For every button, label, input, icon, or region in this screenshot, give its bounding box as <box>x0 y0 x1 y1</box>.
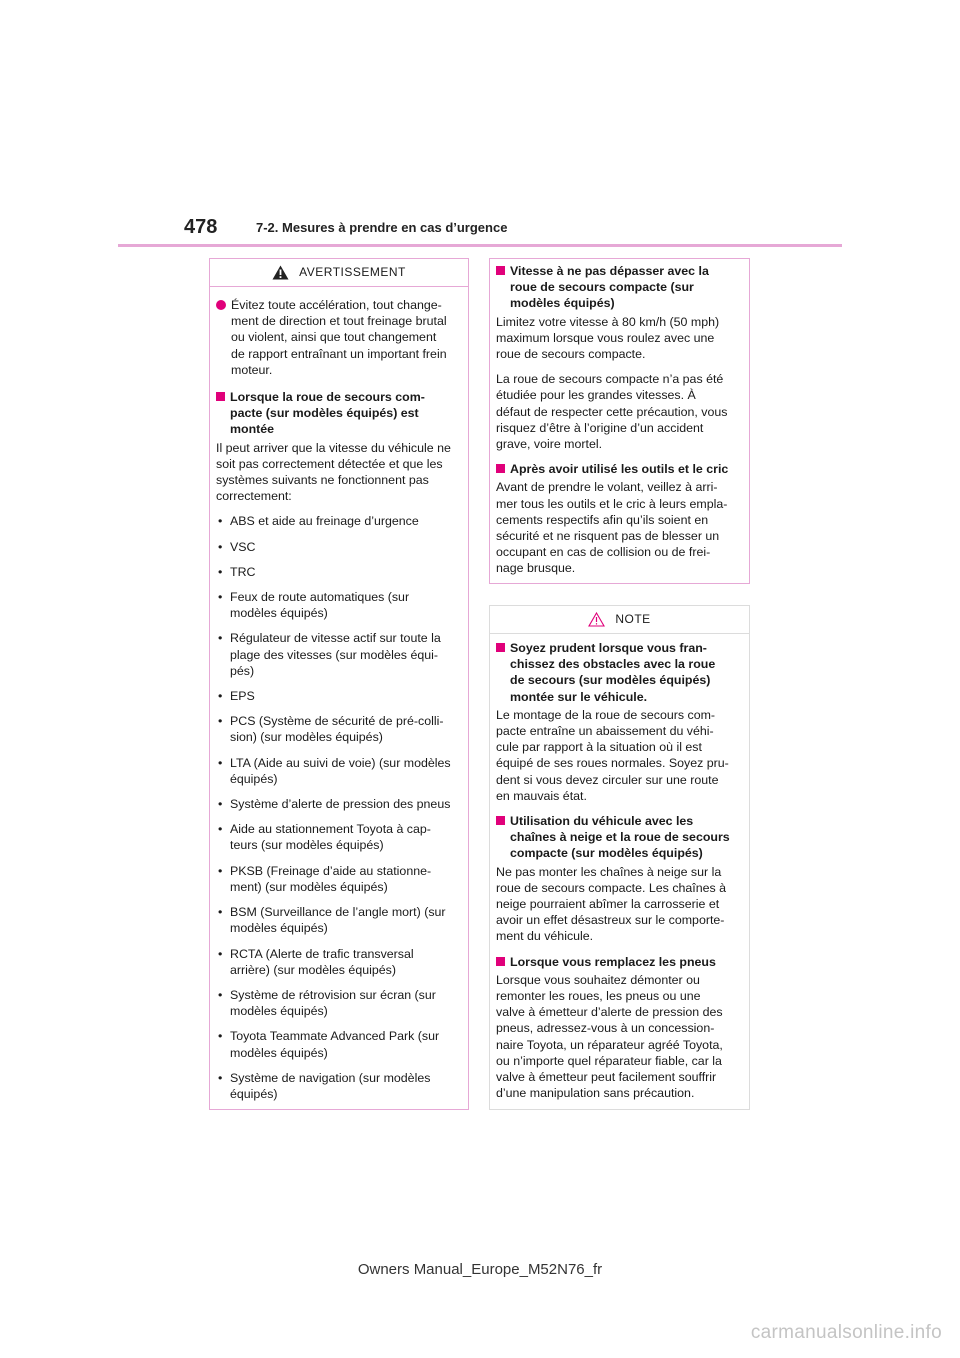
warning-triangle-icon <box>272 265 289 280</box>
warning-box-title: AVERTISSEMENT <box>299 265 406 280</box>
subheading-text: Après avoir utilisé les outils et le cric <box>510 462 729 477</box>
subheading-text: Utilisation du véhicule avec les chaînes à neige et la roue de secours compacte (sur modèles équipés) <box>510 814 730 861</box>
paragraph: La roue de secours compacte n’a pas été étudiée pour les grandes vitesses. À défaut de respecter cette précaution, vous risquez d’être à l’origine d’un accident grave, voire mortel. <box>496 372 728 452</box>
square-bullet-icon <box>496 464 505 473</box>
system-list-item: • RCTA (Alerte de trafic transversal arrière) (sur modèles équipés) <box>216 946 462 978</box>
paragraph: Ne pas monter les chaînes à neige sur la roue de secours compacte. Les chaînes à neige pourraient abîmer la carrosserie et avoir un effet désastreux sur le comporte- ment du véhicule. <box>496 864 727 944</box>
subheading-text: Lorsque vous remplacez les pneus <box>510 954 716 969</box>
paragraph: Le montage de la roue de secours com- pacte entraîne un abaissement du véhi- cule par rapport à la situation où il est équipé de ses roues normales. Soyez pru- dent si vous devez circuler sur une route en mauvais état. <box>496 707 729 803</box>
system-list-item: • ABS et aide au freinage d’urgence <box>216 513 462 529</box>
system-list-item: • Système de navigation (sur modèles équipés) <box>216 1070 462 1102</box>
system-list-item: • TRC <box>216 564 462 580</box>
bullet-dot-icon <box>216 300 226 310</box>
subheading-replacing-tires <box>496 954 743 970</box>
paragraph: Avant de prendre le volant, veillez à arri- mer tous les outils et le cric à leurs empla- cements respectifs afin qu’ils soient en sécurité et ne risquent pas de blesser un occupant en cas de collision ou de frei- nage brusque. <box>496 480 728 576</box>
note-box-body <box>490 634 749 1116</box>
section-title: 7-2. Mesures à prendre en cas d’urgence <box>256 220 508 235</box>
warning-box <box>209 258 469 1110</box>
footer-manual-id: Owners Manual_Europe_M52N76_fr <box>357 1261 603 1278</box>
square-bullet-icon <box>496 816 505 825</box>
subheading-speed-limit <box>496 263 743 312</box>
system-list-item: • LTA (Aide au suivi de voie) (sur modèles équipés) <box>216 755 462 787</box>
header-rule <box>118 244 842 247</box>
system-list-item: • Toyota Teammate Advanced Park (sur modèles équipés) <box>216 1028 462 1060</box>
system-list-item: • PKSB (Freinage d’aide au stationne- ment) (sur modèles équipés) <box>216 863 462 895</box>
system-list-item: • PCS (Système de sécurité de pré-colli- sion) (sur modèles équipés) <box>216 713 462 745</box>
subheading-obstacles <box>496 640 743 705</box>
system-list-item: • Système d’alerte de pression des pneus <box>216 796 462 812</box>
note-box-header <box>490 606 749 634</box>
warning-box-continued <box>489 258 750 584</box>
paragraph: Limitez votre vitesse à 80 km/h (50 mph) maximum lorsque vous roulez avec une roue de secours compacte. <box>496 314 720 362</box>
subheading-text: Vitesse à ne pas dépasser avec la roue de secours compacte (sur modèles équipés) <box>510 264 709 311</box>
system-list-item: • Régulateur de vitesse actif sur toute la plage des vitesses (sur modèles équi- pés) <box>216 630 462 679</box>
warning-box-continued-body <box>490 263 749 592</box>
warning-box-body <box>210 287 468 1117</box>
subheading-after-tools <box>496 461 743 477</box>
paragraph: Il peut arriver que la vitesse du véhicule ne soit pas correctement détectée et que les systèmes suivants ne fonctionnent pas correctement: <box>216 440 451 504</box>
system-list-item: • BSM (Surveillance de l’angle mort) (sur modèles équipés) <box>216 904 462 936</box>
note-box-title: NOTE <box>615 612 651 627</box>
subheading-snow-chains <box>496 813 743 862</box>
square-bullet-icon <box>496 266 505 275</box>
page-number: 478 <box>184 216 218 238</box>
system-list-item: • Feux de route automatiques (sur modèles équipés) <box>216 589 462 621</box>
system-list-item: • Système de rétrovision sur écran (sur modèles équipés) <box>216 987 462 1019</box>
subheading-text: Soyez prudent lorsque vous fran- chissez des obstacles avec la roue de secours (sur modèles équipés) montée sur le véhicule. <box>510 641 716 704</box>
warning-bullet-text: Évitez toute accélération, tout change- ment de direction et tout freinage brutal ou violent, ainsi que tout changement de rapport entraînant un important frein moteur. <box>231 298 447 377</box>
warning-box-header <box>210 259 468 287</box>
system-list-item: • EPS <box>216 688 462 704</box>
paragraph: Lorsque vous souhaitez démonter ou remonter les roues, les pneus ou une valve à émetteur d’alerte de pression des pneus, adressez-vous à un concession- naire Toyota, un réparateur agréé Toyota, ou n’importe quel réparateur fiable, car la valve à émetteur peut facilement souffrir d’une manipulation sans précaution. <box>496 972 723 1101</box>
warning-bullet <box>216 297 462 378</box>
affected-systems-list <box>216 513 462 1102</box>
square-bullet-icon <box>216 392 225 401</box>
caution-triangle-icon <box>588 612 605 627</box>
subheading-compact-spare-fitted <box>216 389 462 438</box>
square-bullet-icon <box>496 957 505 966</box>
watermark: carmanualsonline.info <box>750 1322 942 1343</box>
note-box <box>489 605 750 1110</box>
system-list-item: • Aide au stationnement Toyota à cap- teurs (sur modèles équipés) <box>216 821 462 853</box>
subheading-text: Lorsque la roue de secours com- pacte (sur modèles équipés) est montée <box>230 390 425 437</box>
square-bullet-icon <box>496 643 505 652</box>
system-list-item: • VSC <box>216 539 462 555</box>
